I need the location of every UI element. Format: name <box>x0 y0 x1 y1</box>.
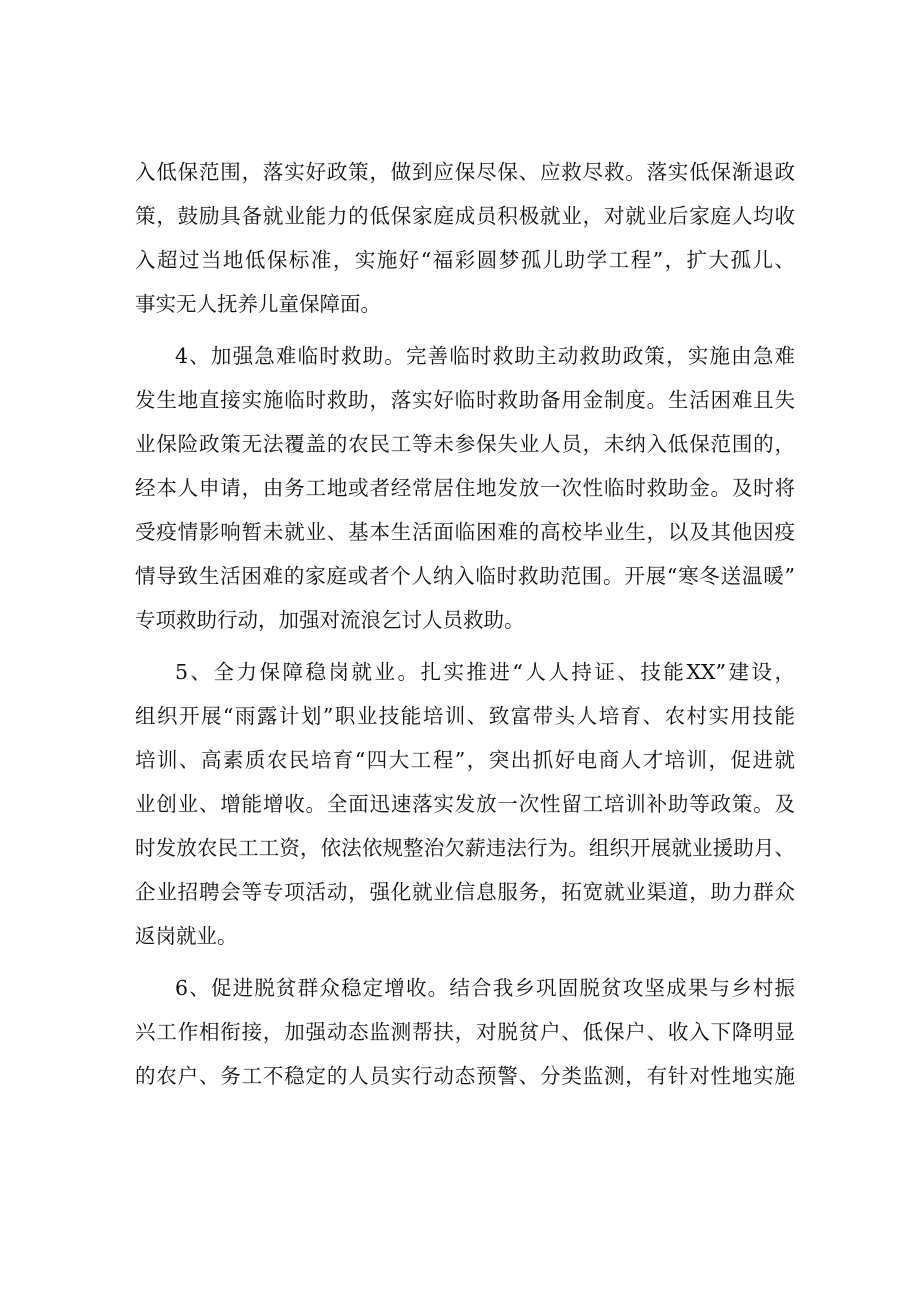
text-line: 5、全力保障稳岗就业。扎实推进“人人持证、技能XX”建设， <box>175 660 795 684</box>
text-line: 返岗就业。 <box>135 924 238 948</box>
text-line: 4、加强急难临时救助。完善临时救助主动救助政策，实施由急难 <box>175 344 795 368</box>
paragraph-stable-employment <box>135 650 795 958</box>
paragraph-low-income-continued <box>135 150 795 326</box>
text-line: 兴工作相衔接，加强动态监测帮扶，对脱贫户、低保户、收入下降明显 <box>135 1020 795 1044</box>
text-line: 专项救助行动，加强对流浪乞讨人员救助。 <box>135 608 525 632</box>
text-line: 组织开展“雨露计划”职业技能培训、致富带头人培育、农村实用技能 <box>135 704 795 728</box>
text-line: 入低保范围，落实好政策，做到应保尽保、应救尽救。落实低保渐退政 <box>135 160 795 184</box>
text-line: 培训、高素质农民培育“四大工程”，突出抓好电商人才培训，促进就 <box>135 748 795 772</box>
document-body <box>135 150 795 1098</box>
paragraph-emergency-assistance <box>135 334 795 642</box>
text-line: 受疫情影响暂未就业、基本生活面临困难的高校毕业生，以及其他因疫 <box>135 520 795 544</box>
text-line: 事实无人抚养儿童保障面。 <box>135 292 381 316</box>
text-line: 情导致生活困难的家庭或者个人纳入临时救助范围。开展“寒冬送温暖” <box>135 564 795 588</box>
text-line: 的农户、务工不稳定的人员实行动态预警、分类监测，有针对性地实施 <box>135 1064 795 1088</box>
text-line: 入超过当地低保标准，实施好“福彩圆梦孤儿助学工程”，扩大孤儿、 <box>135 248 795 272</box>
text-line: 6、促进脱贫群众稳定增收。结合我乡巩固脱贫攻坚成果与乡村振 <box>175 976 795 1000</box>
text-line: 时发放农民工工资，依法依规整治欠薪违法行为。组织开展就业援助月、 <box>135 836 795 860</box>
text-line: 业保险政策无法覆盖的农民工等未参保失业人员，未纳入低保范围的， <box>135 432 795 456</box>
text-line: 发生地直接实施临时救助，落实好临时救助备用金制度。生活困难且失 <box>135 388 795 412</box>
text-line: 策，鼓励具备就业能力的低保家庭成员积极就业，对就业后家庭人均收 <box>135 204 795 228</box>
paragraph-income-growth <box>135 966 795 1098</box>
text-line: 业创业、增能增收。全面迅速落实发放一次性留工培训补助等政策。及 <box>135 792 795 816</box>
text-line: 企业招聘会等专项活动，强化就业信息服务，拓宽就业渠道，助力群众 <box>135 880 795 904</box>
text-line: 经本人申请，由务工地或者经常居住地发放一次性临时救助金。及时将 <box>135 476 795 500</box>
